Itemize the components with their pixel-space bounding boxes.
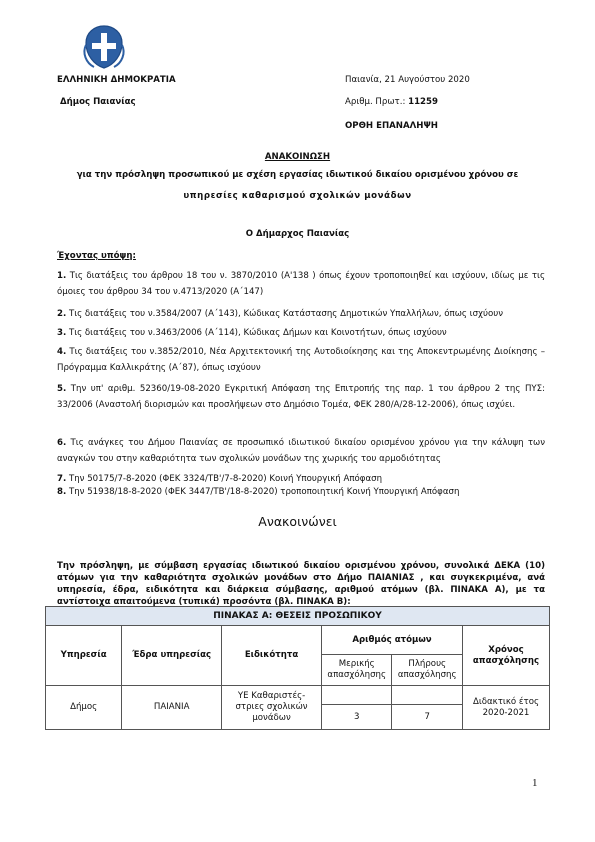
consideration-item: 1. Τις διατάξεις του άρθρου 18 του ν. 3870/2010 (Α'138 ) όπως έχουν τροποποιηθεί και ισχύουν, ιδίως με τις όμοιες του άρθρου 34 του ν.4713/2020 (Α΄147) bbox=[57, 271, 545, 297]
intro-paragraph: Την πρόσληψη, με σύμβαση εργασίας ιδιωτικού δικαίου ορισμένου χρόνου, συνολικά ΔΕΚΑ (10) ατόμων για την καθαριότητα σχολικών μονάδων στο Δήμο ΠΑΙΑΝΙΑΣ , και συγκεκριμένα, ανά υπηρεσία, έδρα, ειδικότητα και διάρκεια σύμβασης, αριθμού ατόμων (βλ. ΠΙΝΑΚΑ Α), με τα αντίστοιχα απαιτούμενα (τυπικά) προσόντα (βλ. ΠΙΝΑΚΑ Β): bbox=[57, 561, 545, 607]
consideration-item: 8. Την 51938/18-8-2020 (ΦΕΚ 3447/ΤΒ'/18-8-2020) τροποποιητική Κοινή Υπουργική Απόφαση bbox=[57, 487, 460, 497]
header-duration: Χρόνος απασχόλησης bbox=[462, 626, 549, 686]
consideration-item: 4. Τις διατάξεις του ν.3852/2010, Νέα Αρχιτεκτονική της Αυτοδιοίκησης και της Αποκεντρωμένης Διοίκησης – Πρόγραμμα Καλλικράτης (Α΄87), όπως ισχύουν bbox=[57, 347, 545, 373]
cell-partial: 3 bbox=[322, 705, 392, 730]
cell-full: 7 bbox=[392, 705, 462, 730]
consideration-item: 2. Τις διατάξεις του ν.3584/2007 (Α΄143), Κώδικας Κατάστασης Δημοτικών Υπαλλήλων, όπως ισχύουν bbox=[57, 309, 503, 319]
header-partial: Μερικής απασχόλησης bbox=[322, 655, 392, 686]
protocol-value: 11259 bbox=[408, 97, 438, 107]
cell-empty bbox=[322, 686, 392, 705]
consideration-item: 3. Τις διατάξεις του ν.3463/2006 (Α΄114), Κώδικας Δήμων και Κοινοτήτων, όπως ισχύουν bbox=[57, 328, 447, 338]
announcement-heading: ΑΝΑΚΟΙΝΩΣΗ bbox=[264, 152, 331, 162]
header-persons: Αριθμός ατόμων bbox=[322, 626, 463, 655]
considering-heading: Έχοντας υπόψη: bbox=[57, 251, 136, 261]
greek-coat-of-arms-emblem bbox=[80, 23, 128, 71]
announcement-subtitle-line1: για την πρόσληψη προσωπικού με σχέση εργασίας ιδιωτικού δικαίου ορισμένου χρόνου σε bbox=[76, 170, 519, 180]
place-date: Παιανία, 21 Αυγούστου 2020 bbox=[345, 75, 470, 85]
cell-seat: ΠΑΙΑΝΙΑ bbox=[122, 686, 222, 730]
header-seat: Έδρα υπηρεσίας bbox=[122, 626, 222, 686]
header-full: Πλήρους απασχόλησης bbox=[392, 655, 462, 686]
header-service: Υπηρεσία bbox=[46, 626, 122, 686]
consideration-item: 5. Την υπ' αριθμ. 52360/19-08-2020 Εγκριτική Απόφαση της Επιτροπής της παρ. 1 του άρθρου 2 της ΠΥΣ: 33/2006 (Αναστολή διορισμών και προσλήψεων στο Δημόσιο Τομέα, ΦΕΚ 280/Α/28-12-2006), όπως ισχύει. bbox=[57, 384, 545, 410]
protocol-number bbox=[345, 96, 438, 108]
positions-table bbox=[45, 606, 550, 730]
republic-label: ΕΛΛΗΝΙΚΗ ΔΗΜΟΚΡΑΤΙΑ bbox=[57, 75, 176, 85]
cell-service: Δήμος bbox=[46, 686, 122, 730]
mayor-heading: Ο Δήμαρχος Παιανίας bbox=[245, 229, 350, 239]
consideration-item: 7. Την 50175/7-8-2020 (ΦΕΚ 3324/ΤΒ'/7-8-2020) Κοινή Υπουργική Απόφαση bbox=[57, 474, 383, 484]
repost-label: ΟΡΘΗ ΕΠΑΝΑΛΗΨΗ bbox=[345, 121, 438, 131]
announces-heading: Ανακοινώνει bbox=[258, 514, 337, 529]
page-number: 1 bbox=[532, 777, 538, 789]
consideration-item: 6. Τις ανάγκες του Δήμου Παιανίας σε προσωπικό ιδιωτικού δικαίου ορισμένου χρόνου για την κάλυψη των αναγκών του στην καθαριότητα των σχολικών μονάδων της χωρικής του αρμοδιότητας bbox=[57, 438, 545, 464]
cell-empty bbox=[392, 686, 462, 705]
table-title: ΠΙΝΑΚΑΣ Α: ΘΕΣΕΙΣ ΠΡΟΣΩΠΙΚΟΥ bbox=[46, 607, 550, 626]
cell-specialty: ΥΕ Καθαριστές-στριες σχολικών μονάδων bbox=[222, 686, 322, 730]
municipality-label: Δήμος Παιανίας bbox=[60, 97, 136, 107]
announcement-subtitle-line2: υπηρεσίες καθαρισμού σχολικών μονάδων bbox=[183, 191, 412, 201]
header-specialty: Ειδικότητα bbox=[222, 626, 322, 686]
cell-duration: Διδακτικό έτος 2020-2021 bbox=[462, 686, 549, 730]
protocol-label: Αριθμ. Πρωτ.: bbox=[345, 97, 406, 107]
